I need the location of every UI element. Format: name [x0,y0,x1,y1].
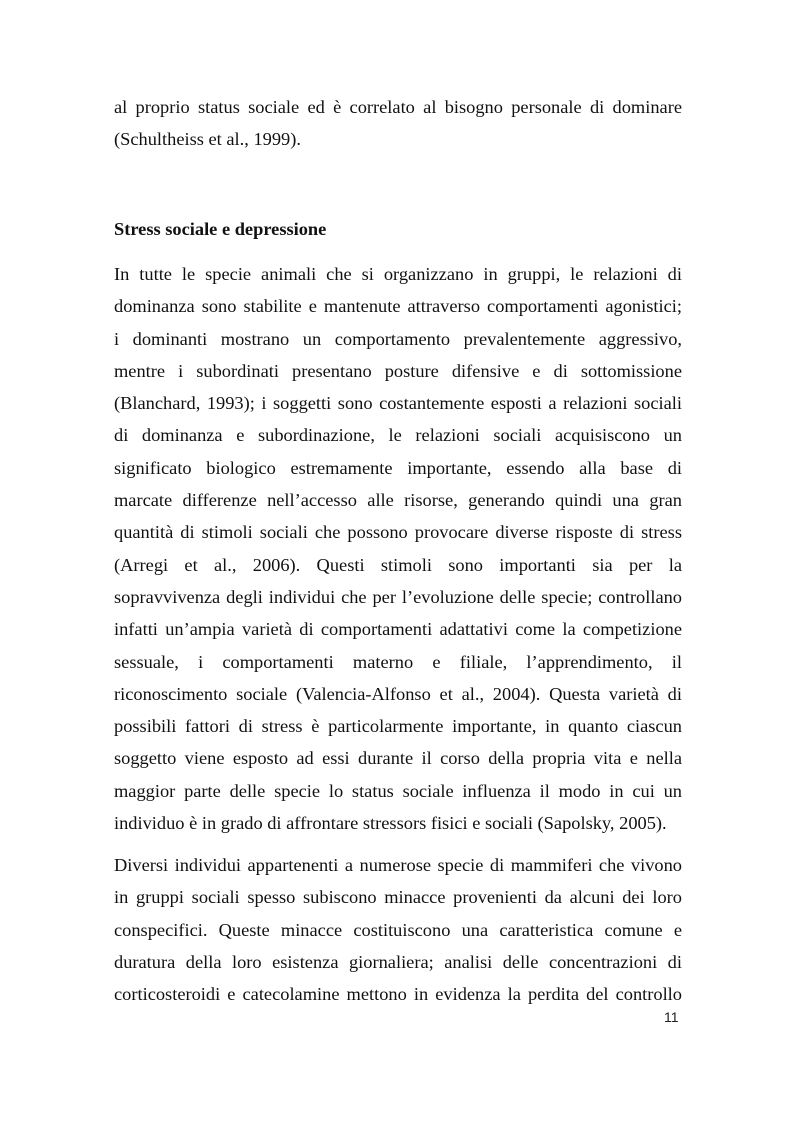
text-line: quantità di stimoli sociali che possono provocare diverse risposte di stress [114,522,682,543]
text-line: (Arregi et al., 2006). Questi stimoli sono importanti sia per la [114,554,682,575]
paragraph-1 [114,258,682,839]
text-line: maggior parte delle specie lo status sociale influenza il modo in cui un [114,780,682,801]
text-line: sopravvivenza degli individui che per l’evoluzione delle specie; controllano [114,586,682,607]
text-line: mentre i subordinati presentano posture difensive e di sottomissione [114,360,682,381]
text-line: conspecifici. Queste minacce costituiscono una caratteristica comune e [114,919,682,940]
text-line: In tutte le specie animali che si organizzano in gruppi, le relazioni di [114,264,682,284]
text-line: soggetto viene esposto ad essi durante il corso della propria vita e nella [114,748,682,769]
text-line: Diversi individui appartenenti a numerose specie di mammiferi che vivono [114,855,682,875]
text-line: possibili fattori di stress è particolarmente importante, in quanto ciascun [114,716,682,737]
text-line: significato biologico estremamente importante, essendo alla base di [114,457,682,478]
text-line: marcate differenze nell’accesso alle risorse, generando quindi una gran [114,490,682,511]
text-line: (Blanchard, 1993); i soggetti sono costantemente esposti a relazioni sociali [114,393,682,414]
section-heading: Stress sociale e depressione [114,219,327,239]
text-line: dominanza sono stabilite e mantenute attraverso comportamenti agonistici; [114,296,682,317]
text-line: in gruppi sociali spesso subiscono minacce provenienti da alcuni dei loro [114,887,682,908]
text-line: i dominanti mostrano un comportamento prevalentemente aggressivo, [114,328,682,349]
text-line: duratura della loro esistenza giornaliera; analisi delle concentrazioni di [114,951,682,972]
text-line: riconoscimento sociale (Valencia-Alfonso et al., 2004). Questa varietà di [114,683,682,704]
text-line: sessuale, i comportamenti materno e filiale, l’apprendimento, il [114,651,682,672]
text-line: al proprio status sociale ed è correlato al bisogno personale di dominare [114,97,682,117]
continuation-paragraph [114,91,682,156]
paragraph-2 [114,849,682,1010]
text-line: (Schultheiss et al., 1999). [114,129,301,150]
text-line: corticosteroidi e catecolamine mettono in evidenza la perdita del controllo [114,984,682,1005]
text-line: individuo è in grado di affrontare stressors fisici e sociali (Sapolsky, 2005). [114,813,667,834]
text-line: di dominanza e subordinazione, le relazioni sociali acquisiscono un [114,425,682,446]
page-number: 11 [664,1009,679,1025]
text-line: infatti un’ampia varietà di comportamenti adattativi come la competizione [114,619,682,640]
